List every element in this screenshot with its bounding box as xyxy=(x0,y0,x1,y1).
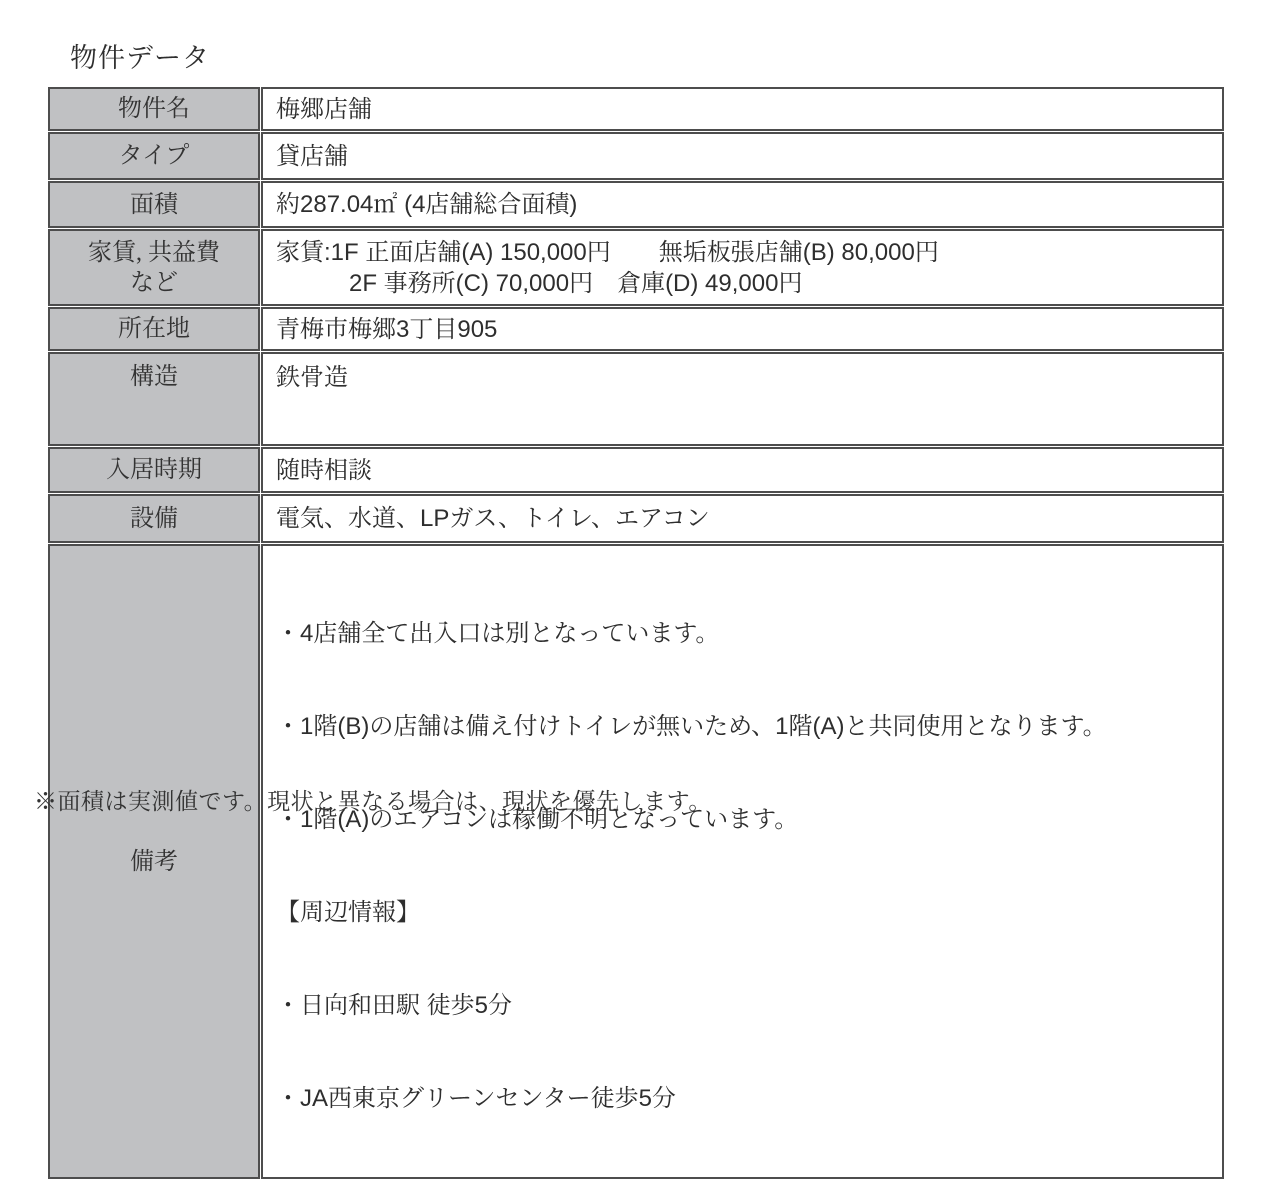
row-label-rent xyxy=(48,229,260,306)
row-value-area: 約287.04㎡ (4店舗総合面積) xyxy=(261,181,1224,228)
row-value-property-name: 梅郷店舗 xyxy=(261,87,1224,131)
row-label-area: 面積 xyxy=(48,181,260,228)
table-row-type xyxy=(48,132,1224,180)
rent-value-line1: 家賃:1F 正面店舗(A) 150,000円 無垢板張店舗(B) 80,000円 xyxy=(276,238,939,266)
property-data-table xyxy=(47,86,1225,1180)
table-row-location xyxy=(48,307,1224,351)
table-row-area xyxy=(48,181,1224,228)
rent-value-line2: 2F 事務所(C) 70,000円 倉庫(D) 49,000円 xyxy=(349,269,803,297)
notes-line: ・1階(B)の店舗は備え付けトイレが無いため、1階(A)と共同使用となります。 xyxy=(276,713,1107,740)
notes-line: ・4店舗全て出入口は別となっています。 xyxy=(276,620,720,647)
row-label-move-in: 入居時期 xyxy=(48,447,260,493)
notes-line: 【周辺情報】 xyxy=(276,899,420,926)
row-value-notes xyxy=(261,544,1224,1179)
row-label-structure: 構造 xyxy=(48,352,260,446)
row-value-structure: 鉄骨造 xyxy=(261,352,1224,446)
table-row-notes xyxy=(48,544,1224,1179)
row-value-location: 青梅市梅郷3丁目905 xyxy=(261,307,1224,351)
notes-line: ・1階(A)のエアコンは稼働不明となっています。 xyxy=(276,806,799,833)
row-value-move-in: 随時相談 xyxy=(261,447,1224,493)
footnote: ※面積は実測値です。現状と異なる場合は、現状を優先します。 xyxy=(34,789,712,814)
notes-line: ・日向和田駅 徒歩5分 xyxy=(276,992,513,1019)
row-label-facilities: 設備 xyxy=(48,494,260,543)
notes-line: ・JA西東京グリーンセンター徒歩5分 xyxy=(276,1085,676,1112)
row-value-rent xyxy=(261,229,1224,306)
table-row-rent xyxy=(48,229,1224,306)
row-value-facilities: 電気、水道、LPガス、トイレ、エアコン xyxy=(261,494,1224,543)
row-value-type: 貸店舗 xyxy=(261,132,1224,180)
rent-label-line2: など xyxy=(130,269,178,296)
table-row-facilities xyxy=(48,494,1224,543)
table-row-structure xyxy=(48,352,1224,446)
row-label-type: タイプ xyxy=(48,132,260,180)
table-row-property-name xyxy=(48,87,1224,131)
table-row-move-in xyxy=(48,447,1224,493)
page-title: 物件データ xyxy=(70,43,210,73)
row-label-property-name: 物件名 xyxy=(48,87,260,131)
row-label-notes: 備考 xyxy=(48,544,260,1179)
rent-label-line1: 家賃, 共益費 xyxy=(88,239,220,266)
row-label-location: 所在地 xyxy=(48,307,260,351)
